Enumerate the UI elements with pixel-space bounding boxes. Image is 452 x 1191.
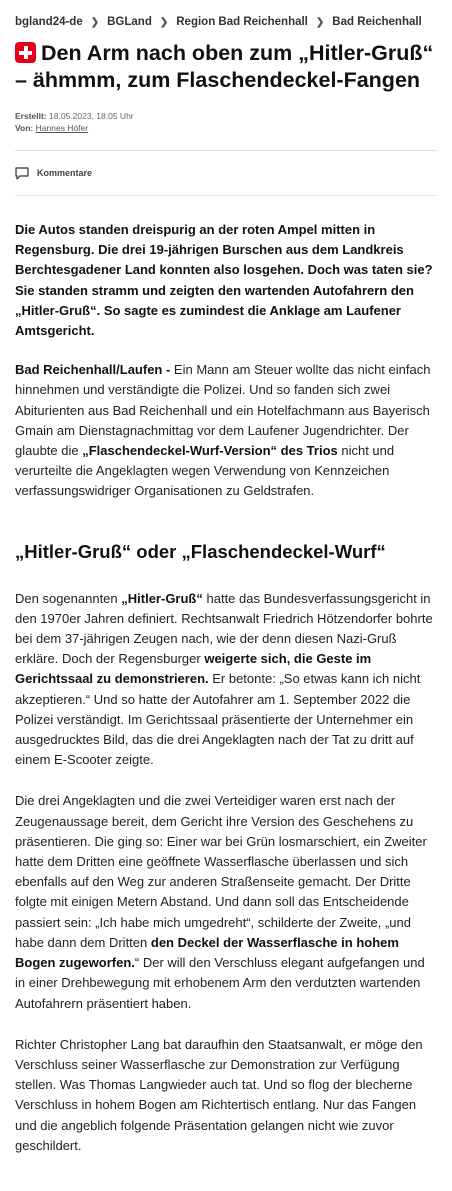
paragraph-text: Ein Mann am Steuer wollte das nicht einfach hinnehmen und verständigte die Polizei. Und so fanden sich zwei Abiturienten aus Bad Reichenhall und ein Hotelfachmann aus Bayerisch Gmain am Dienstagnachmittag vor dem Laufener Jugendrichter. Der glaubte die [15,362,431,459]
paragraph-text: Er betonte: „So etwas kann ich nicht akzeptieren.“ Und so hatte der Autofahrer am 1. September 2022 die Polizei verständigt. Im Gerichtssaal präsentierte der Unternehmer ein ausgedrucktes Bild, das die drei Angeklagten nach der Tat zu dritt auf einem E-Scooter zeigte. [15,671,421,768]
chevron-right-icon: ❯ [90,16,100,28]
article-paragraph-1 [15,360,437,501]
paragraph-bold: „Hitler-Gruß“ [121,590,203,606]
plus-badge-icon [15,42,36,63]
page-title [15,40,437,94]
paragraph-bold: „Flaschendeckel-Wurf-Version“ des Trios [82,443,338,459]
article-lead: Die Autos standen dreispurig an der roten Ampel mitten in Regensburg. Die drei 19-jährigen Burschen aus dem Landkreis Berchtesgadener Land konnten also losgehen. Doch was taten sie? Sie standen stramm und zeigten den wartenden Autofahrern den „Hitler-Gruß“. So sagte es zumindest die Anklage am Laufener Amtsgericht. [15,222,433,339]
comments-label: Kommentare [37,168,93,178]
paragraph-text: “ Der will den Verschluss elegant aufgefangen und in einer Drehbewegung mit erhobenem Arm den verdutzten wartenden Autofahrern präsentiert haben. [15,955,425,1011]
chevron-right-icon: ❯ [159,16,169,28]
breadcrumb-item-region[interactable]: Region Bad Reichenhall [176,16,308,28]
breadcrumb-item-home[interactable]: bgland24-de [15,16,83,28]
dateline: Bad Reichenhall/Laufen - [15,362,174,378]
created-label: Erstellt: [15,111,47,121]
page-title-text: Den Arm nach oben zum „Hitler-Gruß“ – ähmmm, zum Flaschendeckel-Fangen [15,41,434,92]
breadcrumb [15,0,437,44]
comments-link[interactable] [15,151,437,195]
breadcrumb-item-bgland[interactable]: BGLand [107,16,152,28]
author-label: Von: [15,123,34,133]
paragraph-text: Den sogenannten [15,590,122,606]
created-value: 18.05.2023, 18:05 Uhr [49,111,134,121]
paragraph-bold: weigerte sich, die Geste im Gerichtssaal zu demonstrieren. [15,651,372,687]
article-paragraph-3 [15,791,437,1013]
article-paragraph-2 [15,589,437,771]
article-meta [15,110,437,134]
comment-icon [15,167,29,180]
article-paragraph-4: Richter Christopher Lang bat daraufhin den Staatsanwalt, er möge den Verschluss seiner Wasserflasche zur Demonstration zur Verfügung stellen. Was Thomas Langwieder auch tat. Und so flog der blecherne Verschluss in hohem Bogen am Richtertisch entlang. Nur das Fangen und die angeblich folgende Präsentation gelangen nicht wie zuvor geschildert. [15,1036,423,1153]
author-line [15,122,437,134]
author-link[interactable]: Hannes Höfer [35,123,89,133]
breadcrumb-item-city[interactable]: Bad Reichenhall [332,16,422,28]
paragraph-text: Die drei Angeklagten und die zwei Verteidiger waren erst nach der Zeugenaussage bereit, dem Gericht ihre Version des Geschehens zu präsentieren. Die ging so: Einer war bei Grün losmarschiert, ein Zweiter hatte dem Dritten eine geöffnete Wasserflasche überlassen und sich ebenfalls auf den Weg zur anderen Straßenseite gemacht. Der Dritte folgte mit einigen Metern Abstand. Und dann soll das Entscheidende passiert sein: „Ich habe mich umgedreht“, schilderte der Zweite, „und habe dann dem Dritten [15,793,427,950]
section-heading: „Hitler-Gruß“ oder „Flaschendeckel-Wurf“ [15,540,386,562]
paragraph-text: nicht und verurteilte die Angeklagten wegen Verwendung von Kennzeichen verfassungswidriger Organisationen zu Geldstrafen. [15,443,395,499]
chevron-right-icon: ❯ [315,16,325,28]
created-line [15,110,437,122]
paragraph-bold: den Deckel der Wasserflasche in hohem Bogen zugeworfen. [15,934,399,971]
divider [15,195,437,196]
paragraph-text: hatte das Bundesverfassungsgericht in den 1970er Jahren definiert. Rechtsanwalt Friedrich Hötzendorfer bohrte bei dem 37-jährigen Zeugen nach, wie der denn diesen Nazi-Gruß erkläre. Doch der Regensburger [15,590,433,667]
